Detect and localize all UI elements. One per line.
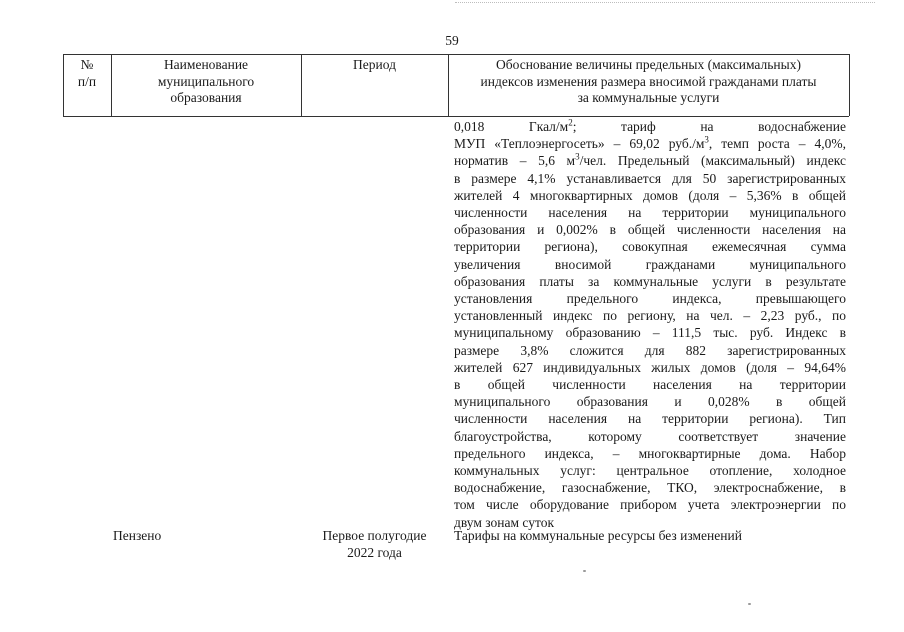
header-justification: Обоснование величины предельных (максимальных) индексов изменения размера вносимой гражданами платы за коммунальные услуги bbox=[480, 57, 817, 105]
header-bottom-border bbox=[63, 116, 849, 117]
justification-continuation bbox=[454, 118, 846, 531]
scan-speck bbox=[583, 570, 586, 572]
text-line: двум зонам суток bbox=[454, 514, 555, 530]
text-line: муниципального образования и 0,028% в общей bbox=[454, 394, 846, 410]
text-line: МУП «Теплоэнергосеть» – 69,02 $руб./м^3$, темп роста – 4,0%, bbox=[454, 134, 846, 152]
table-top-border bbox=[63, 54, 849, 55]
table-right-border bbox=[849, 54, 850, 116]
text-line: образования платы за коммунальные услуги в результате bbox=[454, 273, 846, 289]
text-line: муниципальному образованию – 111,5 тыс. руб. Индекс в bbox=[454, 325, 846, 341]
text-line: образования и 0,002% в общей численности населения на bbox=[454, 222, 846, 238]
header-period: Период bbox=[353, 57, 396, 72]
text-line: территории региона), совокупная ежемесячная сумма bbox=[454, 239, 846, 255]
text-line: том числе оборудование прибором учета электроэнергии по bbox=[454, 497, 846, 513]
text-line: в общей численности населения на территории bbox=[454, 377, 846, 393]
text-line: установленный индекс по региону, на чел. – 2,23 руб., по bbox=[454, 308, 846, 324]
text-line: норматив – 5,6 $м^3$/чел. Предельный (максимальный) индекс bbox=[454, 151, 847, 169]
text-line: коммунальных услуг: центральное отопление, холодное bbox=[454, 463, 846, 479]
header-num: № п/п bbox=[77, 57, 97, 89]
text-line: численности населения на территории муниципального bbox=[454, 205, 846, 221]
scan-speck bbox=[748, 603, 751, 605]
text-line: благоустройства, которому соответствует значение bbox=[454, 428, 846, 444]
text-line: размере 3,8% сложится для 882 зарегистрированных bbox=[454, 342, 846, 358]
text-line: жителей 4 многоквартирных домов (доля – 5,36% в общей bbox=[454, 187, 846, 203]
header-municipality: Наименование муниципального образования bbox=[157, 57, 255, 105]
page-number: 59 bbox=[445, 33, 459, 48]
row-justification: Тарифы на коммунальные ресурсы без изменений bbox=[454, 528, 742, 543]
row-municipality-name: Пензено bbox=[113, 528, 162, 543]
text-line: численности населения на территории региона). Тип bbox=[454, 411, 846, 427]
row-period: Первое полугодие 2022 года bbox=[322, 528, 427, 560]
text-line: жителей 627 индивидуальных жилых домов (доля – 94,64% bbox=[454, 359, 846, 375]
text-line: установления предельного индекса, превышающего bbox=[454, 291, 846, 307]
text-line: предельного индекса, – многоквартирные дома. Набор bbox=[454, 445, 846, 461]
text-line: водоснабжение, газоснабжение, ТКО, электроснабжение, в bbox=[454, 480, 846, 496]
text-line: увеличения вносимой гражданами муниципального bbox=[454, 256, 846, 272]
scan-edge-line bbox=[455, 2, 875, 3]
text-line: в размере 4,1% устанавливается для 50 зарегистрированных bbox=[454, 170, 846, 186]
text-line: 0,018 Гкал/$м^2$; тариф на водоснабжение bbox=[454, 117, 846, 134]
